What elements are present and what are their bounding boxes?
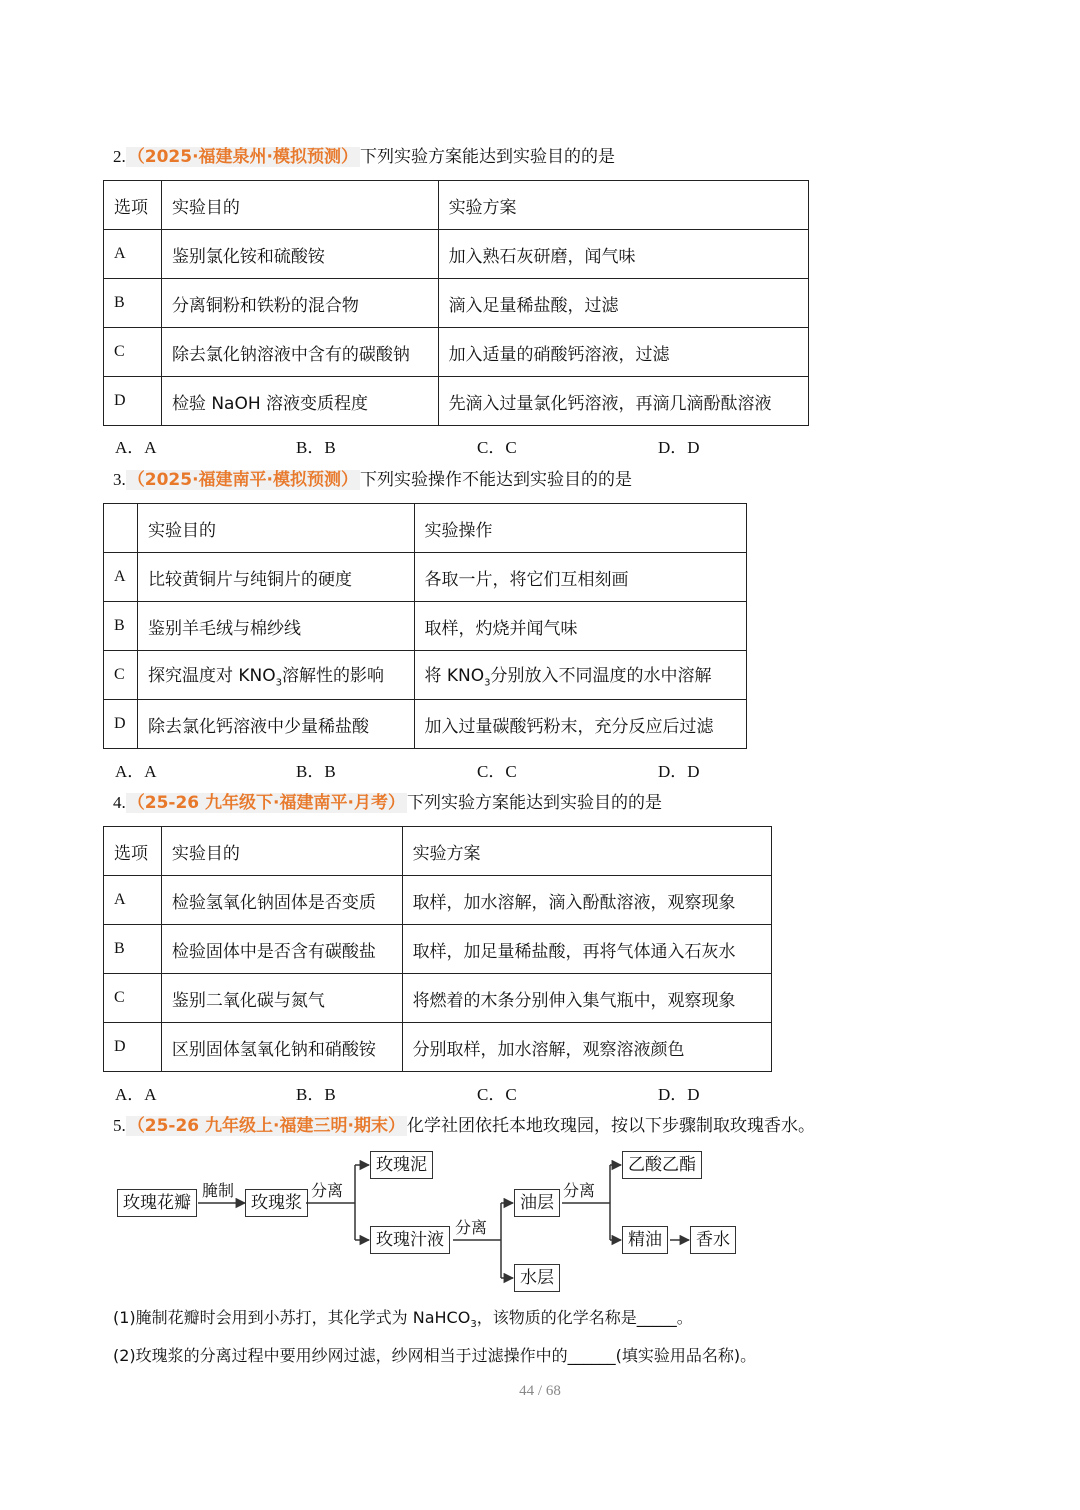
table-row	[104, 876, 772, 925]
q5-source: （25-26 九年级上·福建三明·期末）	[127, 1116, 405, 1136]
row-option: D	[104, 377, 162, 426]
row-purpose: 鉴别羊毛绒与棉纱线	[137, 602, 414, 651]
table-row	[104, 1023, 772, 1072]
row-purpose: 区别固体氢氧化钠和硝酸铵	[161, 1023, 402, 1072]
choice-b[interactable]: B．B	[296, 762, 336, 781]
choice-b[interactable]: B．B	[296, 1085, 336, 1104]
row-purpose: 除去氯化钠溶液中含有的碳酸钠	[161, 328, 438, 377]
row-purpose: 比较黄铜片与纯铜片的硬度	[137, 553, 414, 602]
row-option: A	[104, 230, 162, 279]
choice-c[interactable]: C．C	[477, 1085, 517, 1104]
q3-choices	[0, 757, 1080, 781]
table-row	[104, 279, 809, 328]
q3-source: （2025·福建南平·模拟预测）	[127, 470, 358, 490]
row-plan: 分别取样，加水溶解，观察溶液颜色	[402, 1023, 771, 1072]
q3-stem	[113, 468, 632, 492]
page-indicator: 44 / 68	[519, 1383, 561, 1399]
box-essential-oil: 精油	[622, 1226, 668, 1254]
choice-d[interactable]: D．D	[658, 438, 700, 457]
row-option: B	[104, 279, 162, 328]
row-plan: 取样，加水溶解，滴入酚酞溶液，观察现象	[402, 876, 771, 925]
table-row	[104, 602, 747, 651]
box-mud: 玫瑰泥	[370, 1151, 433, 1179]
q3-number: 3.	[113, 470, 126, 489]
header-purpose: 实验目的	[161, 181, 438, 230]
table-row	[104, 651, 747, 700]
row-plan: 滴入足量稀盐酸，过滤	[438, 279, 808, 328]
q2-number: 2.	[113, 147, 126, 166]
row-plan: 先滴入过量氯化钙溶液，再滴几滴酚酞溶液	[438, 377, 808, 426]
table-header-row	[104, 827, 772, 876]
label-separate-3: 分离	[563, 1181, 596, 1200]
row-purpose: 检验固体中是否含有碳酸盐	[161, 925, 402, 974]
table-row	[104, 230, 809, 279]
row-operation: 各取一片，将它们互相刻画	[414, 553, 747, 602]
q4-text: 下列实验方案能达到实验目的的是	[406, 793, 662, 813]
table-row	[104, 925, 772, 974]
q3-text: 下列实验操作不能达到实验目的的是	[359, 470, 632, 490]
row-plan: 取样，加足量稀盐酸，再将气体通入石灰水	[402, 925, 771, 974]
table-row	[104, 974, 772, 1023]
row-option: B	[104, 602, 138, 651]
table-row	[104, 700, 747, 749]
choice-a[interactable]: A．A	[115, 1085, 157, 1104]
header-option: 选项	[104, 827, 162, 876]
q2-table	[103, 180, 809, 426]
box-water-layer: 水层	[514, 1264, 560, 1292]
row-option: A	[104, 876, 162, 925]
row-purpose: 探究温度对 $KNO_3$溶解性的影响	[137, 651, 414, 700]
q4-number: 4.	[113, 793, 126, 812]
header-operation: 实验操作	[414, 504, 747, 553]
box-oil-layer: 油层	[514, 1189, 560, 1217]
table-row	[104, 553, 747, 602]
q4-choices	[0, 1080, 1080, 1104]
table-header-row	[104, 504, 747, 553]
row-option: C	[104, 651, 138, 700]
row-purpose: 分离铜粉和铁粉的混合物	[161, 279, 438, 328]
table-row	[104, 328, 809, 377]
row-purpose: 鉴别二氧化碳与氮气	[161, 974, 402, 1023]
header-purpose: 实验目的	[161, 827, 402, 876]
row-option: C	[104, 974, 162, 1023]
q4-table	[103, 826, 772, 1072]
table-row	[104, 377, 809, 426]
choice-d[interactable]: D．D	[658, 1085, 700, 1104]
box-petals: 玫瑰花瓣	[117, 1189, 197, 1217]
box-ethyl-acetate: 乙酸乙酯	[622, 1151, 702, 1179]
label-marinate: 腌制	[202, 1181, 235, 1200]
row-purpose: 检验 NaOH 溶液变质程度	[161, 377, 438, 426]
q5-subquestion-1: (1)腌制花瓣时会用到小苏打，其化学式为 NaHCO$_3$，该物质的化学名称是_____。	[113, 1308, 693, 1331]
choice-c[interactable]: C．C	[477, 438, 517, 457]
q2-text: 下列实验方案能达到实验目的的是	[359, 147, 615, 167]
q5-number: 5.	[113, 1116, 126, 1135]
row-option: C	[104, 328, 162, 377]
row-operation: 加入过量碳酸钙粉末，充分反应后过滤	[414, 700, 747, 749]
box-juice: 玫瑰汁液	[370, 1226, 450, 1254]
row-plan: 加入适量的硝酸钙溶液，过滤	[438, 328, 808, 377]
q4-source: （25-26 九年级下·福建南平·月考）	[127, 793, 405, 813]
box-slurry: 玫瑰浆	[245, 1189, 308, 1217]
choice-a[interactable]: A．A	[115, 438, 157, 457]
q5-text: 化学社团依托本地玫瑰园，按以下步骤制取玫瑰香水。	[406, 1116, 815, 1136]
row-option: B	[104, 925, 162, 974]
header-plan: 实验方案	[438, 181, 808, 230]
choice-d[interactable]: D．D	[658, 762, 700, 781]
choice-c[interactable]: C．C	[477, 762, 517, 781]
header-option: 选项	[104, 181, 162, 230]
row-option: D	[104, 1023, 162, 1072]
choice-a[interactable]: A．A	[115, 762, 157, 781]
header-plan: 实验方案	[402, 827, 771, 876]
choice-b[interactable]: B．B	[296, 438, 336, 457]
row-operation: 将 $KNO_3$分别放入不同温度的水中溶解	[414, 651, 747, 700]
q5-stem	[113, 1114, 815, 1138]
q2-source: （2025·福建泉州·模拟预测）	[127, 147, 358, 167]
row-plan: 加入熟石灰研磨，闻气味	[438, 230, 808, 279]
q2-stem	[113, 145, 615, 169]
q5-subquestion-2: (2)玫瑰浆的分离过程中要用纱网过滤，纱网相当于过滤操作中的______(填实验用品名称)。	[113, 1346, 757, 1365]
label-separate-1: 分离	[311, 1181, 344, 1200]
row-option: A	[104, 553, 138, 602]
row-purpose: 鉴别氯化铵和硫酸铵	[161, 230, 438, 279]
header-option	[104, 504, 138, 553]
header-purpose: 实验目的	[137, 504, 414, 553]
label-separate-2: 分离	[455, 1218, 488, 1237]
row-plan: 将燃着的木条分别伸入集气瓶中，观察现象	[402, 974, 771, 1023]
row-operation: 取样，灼烧并闻气味	[414, 602, 747, 651]
table-header-row	[104, 181, 809, 230]
row-purpose: 检验氢氧化钠固体是否变质	[161, 876, 402, 925]
q3-table	[103, 503, 747, 749]
q2-choices	[0, 433, 1080, 457]
q4-stem	[113, 791, 662, 815]
row-purpose: 除去氯化钙溶液中少量稀盐酸	[137, 700, 414, 749]
box-perfume: 香水	[690, 1226, 736, 1254]
row-option: D	[104, 700, 138, 749]
